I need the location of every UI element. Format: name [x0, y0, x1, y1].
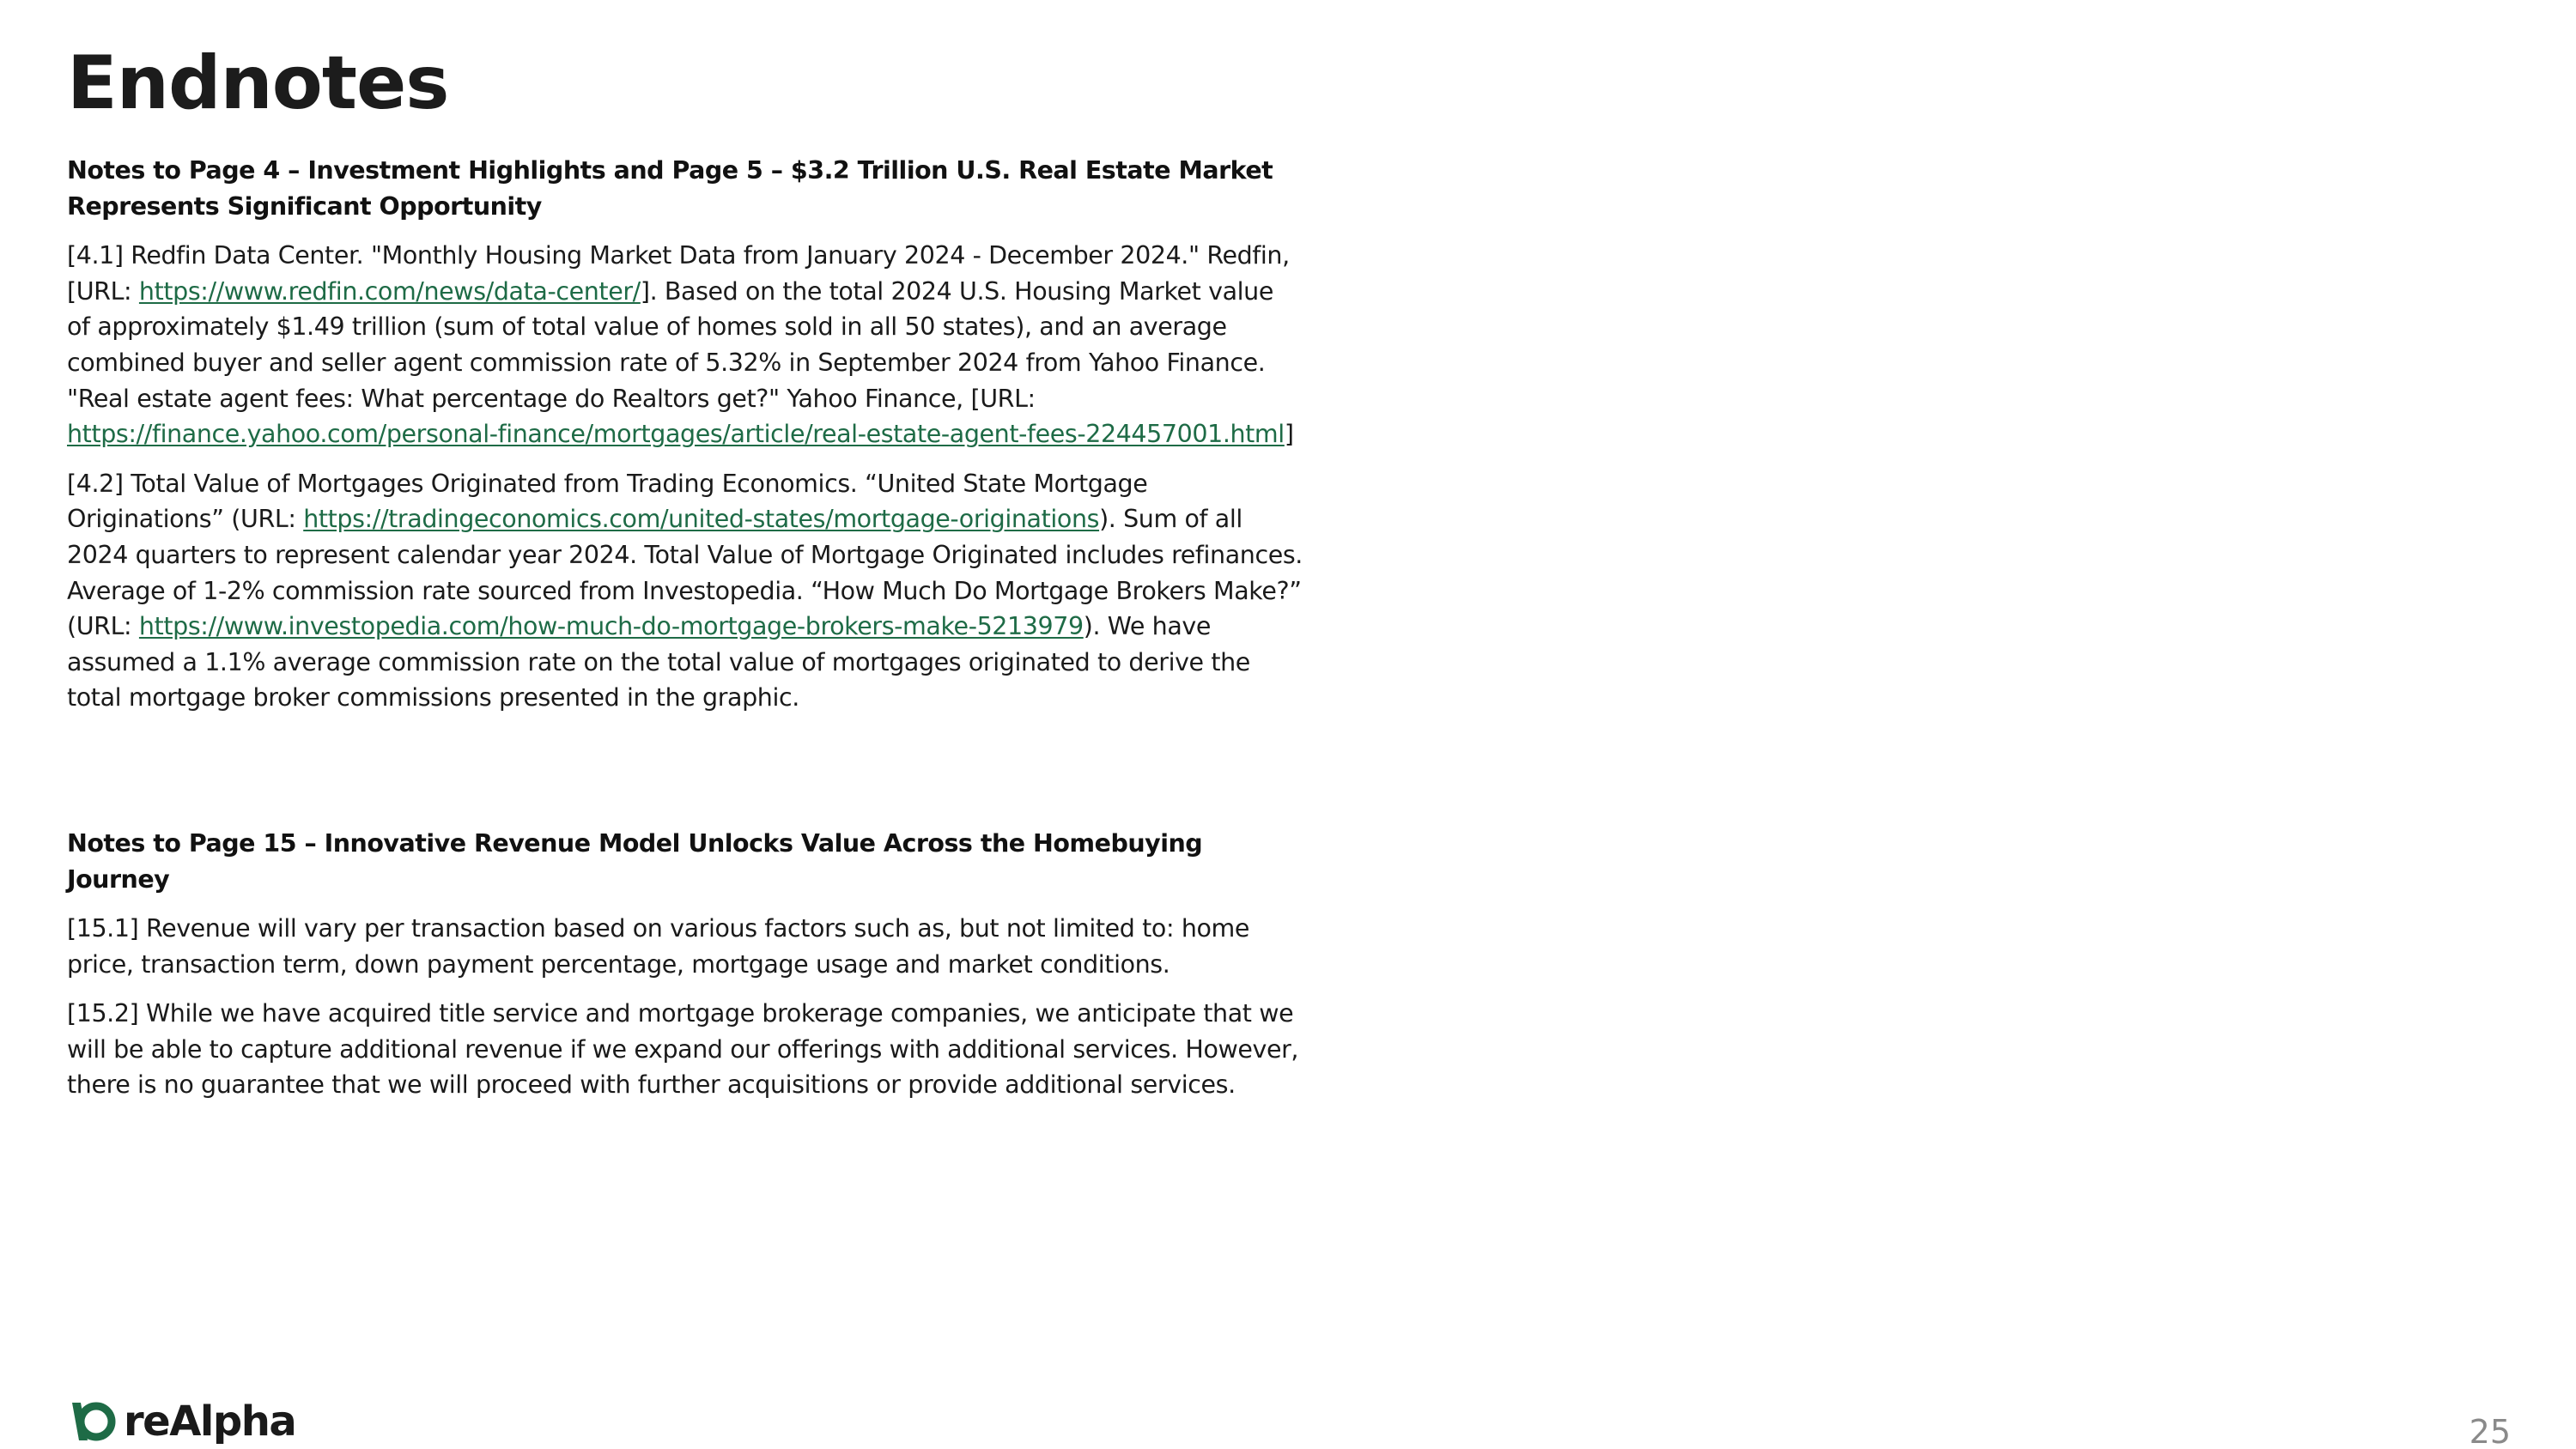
note-text: ] [1284, 420, 1294, 449]
logo-wordmark: reAlpha [124, 1397, 296, 1446]
note-text: ). Sum of all 2024 quarters to represent calendar year 2024. Total Value of Mortgage Originated includes refinances. Average of 1-2% commission rate sourced from Investopedia. “How Much Do Mortgage Brokers Make?” (URL: [67, 505, 1303, 641]
realpha-logo-icon [69, 1399, 117, 1444]
trading-economics-link[interactable]: https://tradingeconomics.com/united-states/mortgage-originations [303, 505, 1100, 534]
page-number: 25 [2469, 1413, 2511, 1449]
note-text: ]. Based on the total 2024 U.S. Housing Market value of approximately $1.49 trillion (sum of total value of homes sold in all 50 states), and an average combined buyer and seller agent commission rate of 5.32% in September 2024 from Yahoo Finance. "Real estate agent fees: What percentage do Realtors get?" Yahoo Finance, [URL: [67, 276, 1273, 413]
investopedia-link[interactable]: https://www.investopedia.com/how-much-do-mortgage-brokers-make-5213979 [138, 612, 1084, 641]
endnotes-section-page-4 [67, 153, 1303, 716]
endnotes-content [67, 153, 1303, 1117]
realpha-logo [69, 1399, 295, 1444]
note-text: [4.2] Total Value of Mortgages Originated from Trading Economics. “United State Mortgage Originations” (URL: [67, 469, 1148, 534]
note-text: ). We have assumed a 1.1% average commission rate on the total value of mortgages originated to derive the total mortgage broker commissions presented in the graphic. [67, 612, 1250, 712]
section-heading: Notes to Page 15 – Innovative Revenue Model Unlocks Value Across the Homebuying Journey [67, 828, 1203, 894]
note-text: [4.1] Redfin Data Center. "Monthly Housing Market Data from January 2024 - December 2024." Redfin, [URL: [67, 241, 1290, 306]
endnote-15-2: [15.2] While we have acquired title service and mortgage brokerage companies, we anticipate that we will be able to capture additional revenue if we expand our offerings with additional services. However, there is no guarantee that we will proceed with further acquisitions or provide additional services. [67, 999, 1299, 1100]
endnote-15-1: [15.1] Revenue will vary per transaction based on various factors such as, but not limited to: home price, transaction term, down payment percentage, mortgage usage and market conditions. [67, 914, 1250, 979]
redfin-link[interactable]: https://www.redfin.com/news/data-center/ [138, 276, 641, 306]
endnote-4-1 [67, 238, 1303, 452]
yahoo-finance-link[interactable]: https://finance.yahoo.com/personal-finance/mortgages/article/real-estate-agent-fees-224457001.html [67, 420, 1285, 449]
section-spacer [67, 730, 1303, 826]
endnote-4-2 [67, 466, 1303, 716]
section-heading: Notes to Page 4 – Investment Highlights and Page 5 – $3.2 Trillion U.S. Real Estate Market Represents Significant Opportunity [67, 156, 1273, 221]
page-title: Endnotes [67, 40, 449, 126]
endnotes-section-page-15 [67, 826, 1303, 1103]
